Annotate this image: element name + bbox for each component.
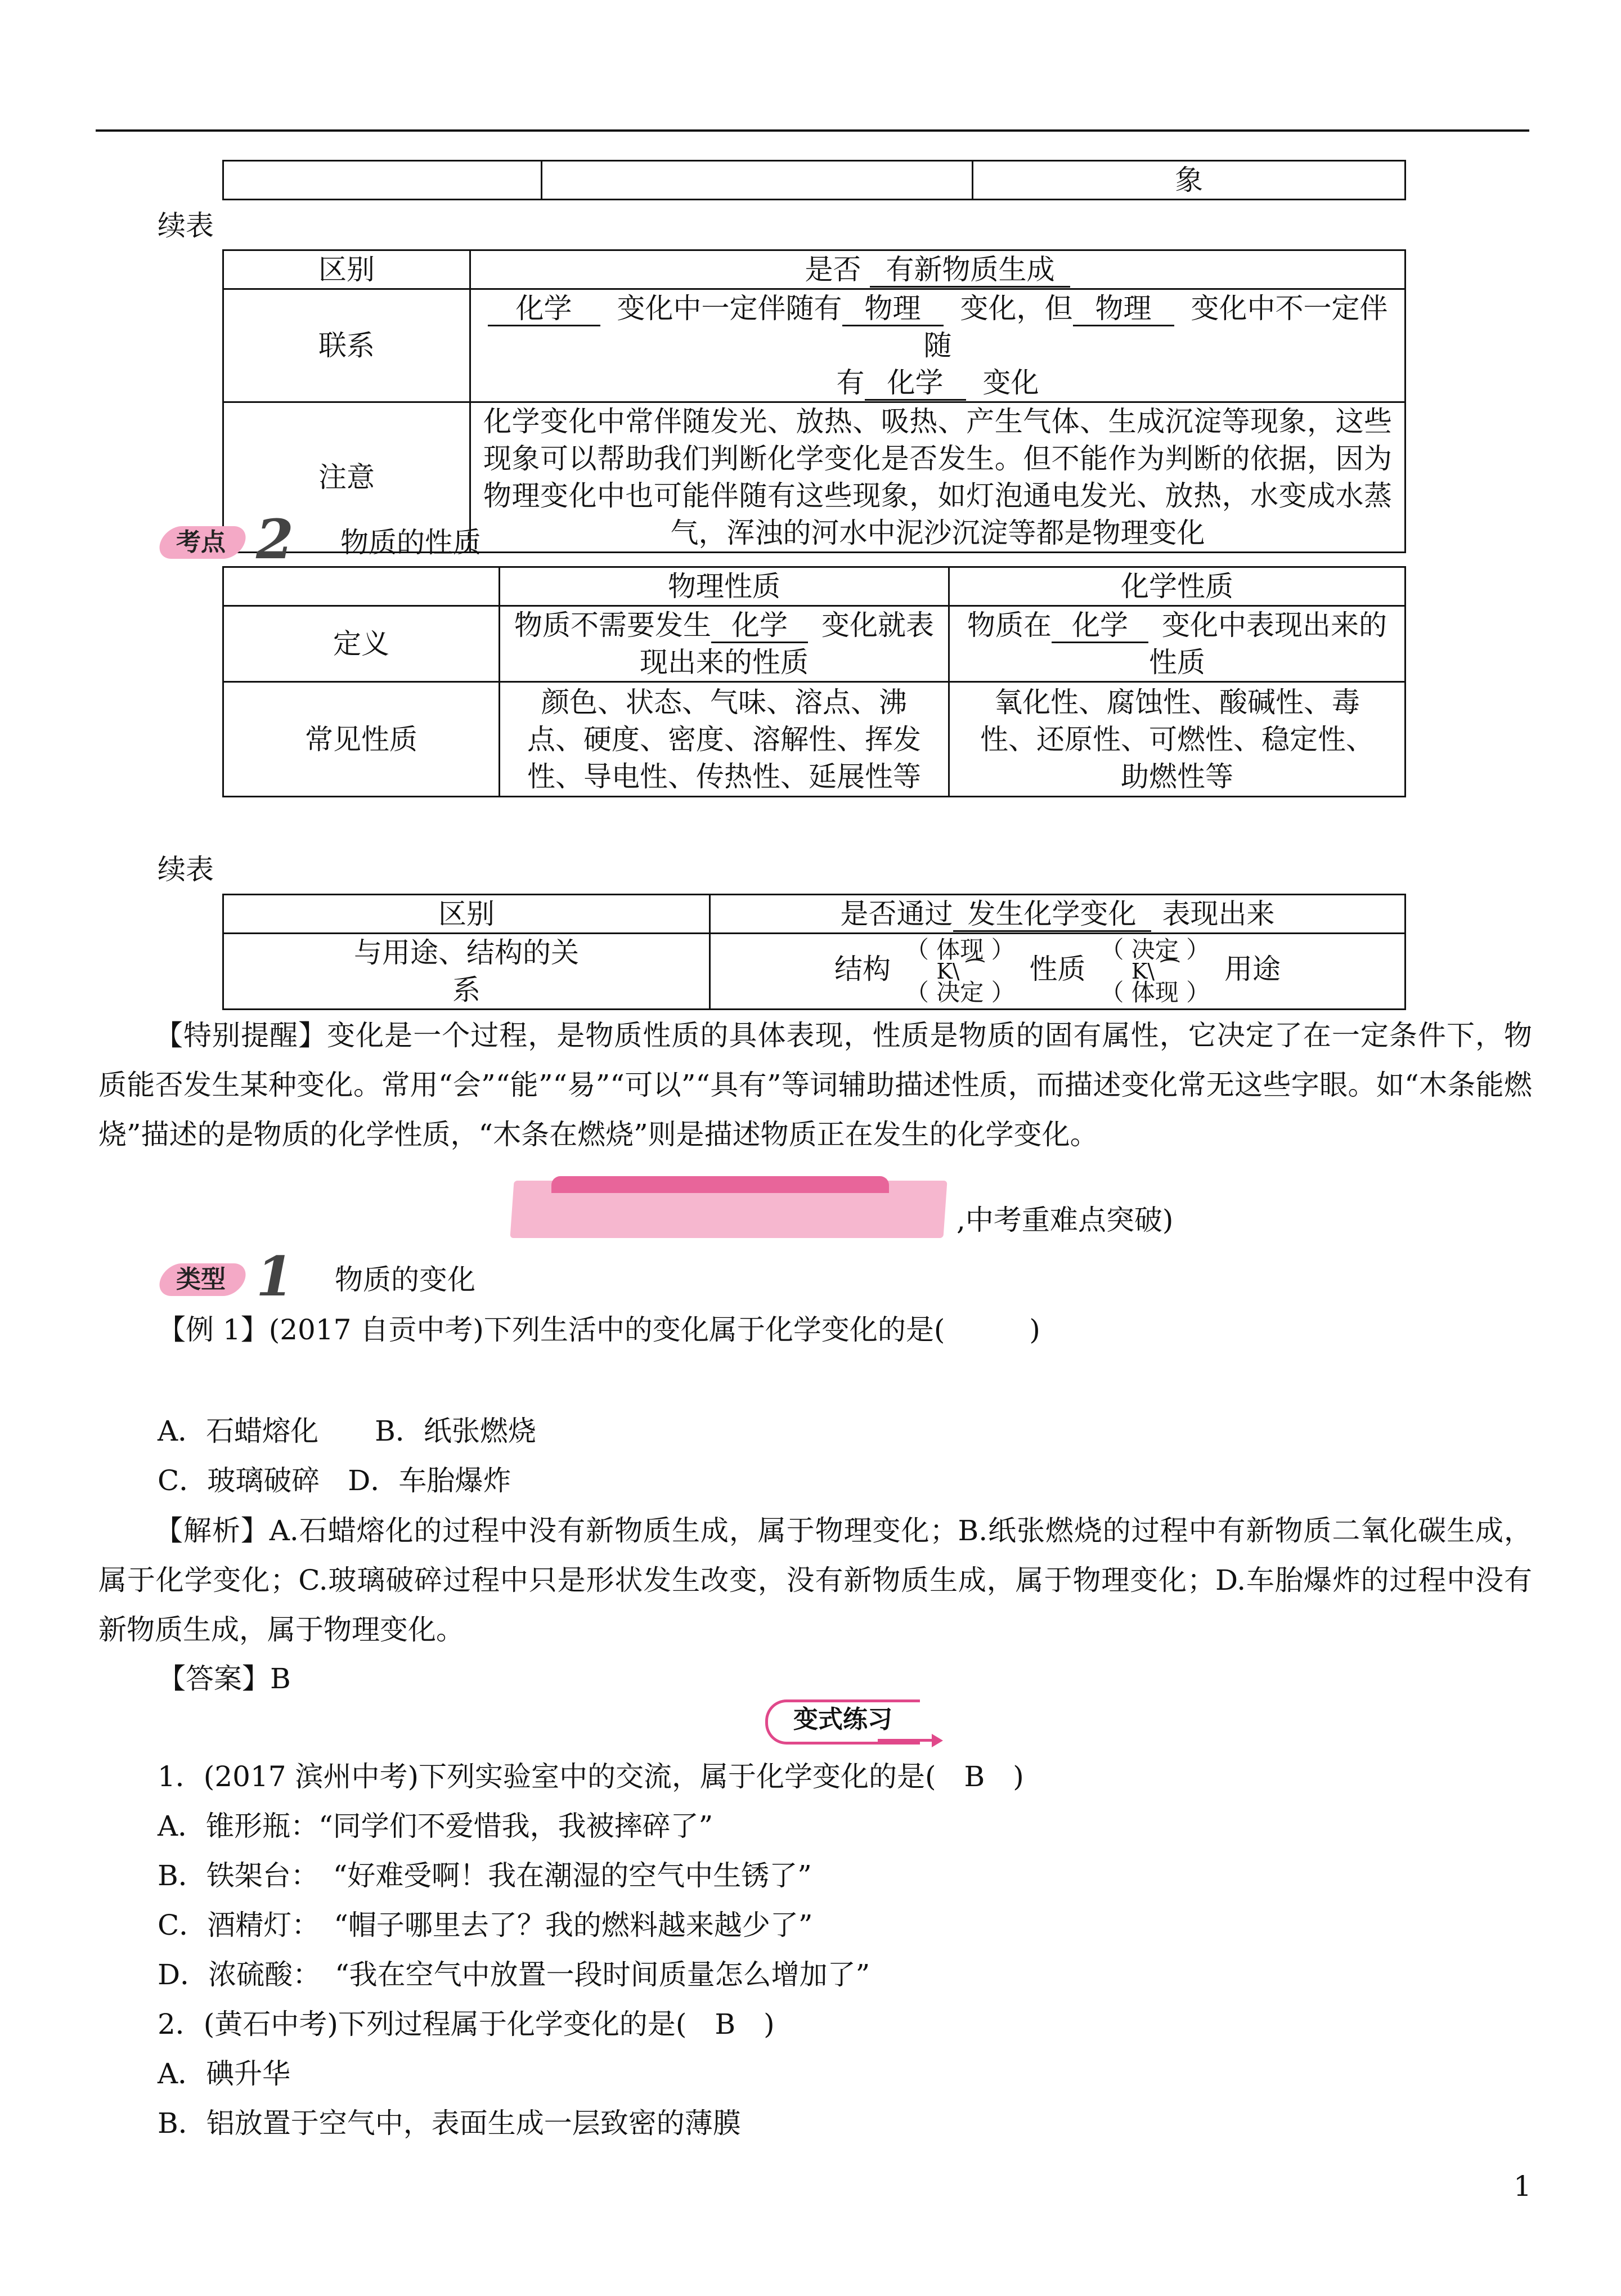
row-def-chemical: 物质在 化学 变化中表现出来的性质	[949, 606, 1406, 682]
row-distinction-content: 是否 有新物质生成	[470, 250, 1406, 289]
q1-option-c: C．酒精灯： “帽子哪里去了？我的燃料越来越少了”	[158, 1909, 813, 1941]
relation-arrows-1: （ 体现 ） K\ ⁀ （ 决定 ）	[905, 936, 1015, 1006]
row-common-label: 常见性质	[223, 682, 500, 797]
example1-question: 【例 1】(2017 自贡中考)下列生活中的变化属于化学变化的是( )	[158, 1313, 1040, 1346]
example1-analysis: 【解析】A.石蜡熔化的过程中没有新物质生成，属于物理变化；B.纸张燃烧的过程中有新物质二氧化碳生成，属于化学变化；C.玻璃破碎过程中只是形状发生改变，没有新物质生成，属于物理变化；D.车胎爆炸的过程中没有新物质生成，属于物理变化。	[98, 1514, 1532, 1646]
table1-caption: 续表	[158, 209, 214, 242]
row3-relation-label: 与用途、结构的关系	[223, 934, 710, 1010]
page-number: 1	[1514, 2170, 1532, 2203]
top-table-cell: 象	[973, 161, 1406, 200]
header-rule	[96, 129, 1529, 132]
relation-arrows-2: （ 决定 ） K\ ⁀ （ 体现 ）	[1100, 936, 1210, 1006]
q2-option-a: A．碘升华	[158, 2057, 291, 2090]
row-note-content: 化学变化中常伴随发光、放热、吸热、产生气体、生成沉淀等现象，这些现象可以帮助我们判断化学变化是否发生。但不能作为判断的依据，因为物理变化中也可能伴随有这些现象，如灯泡通电发光、放热，水变成水蒸气，浑浊的河水中泥沙沉淀等都是物理变化	[470, 402, 1406, 553]
row3-distinction-content: 是否通过 发生化学变化 表现出来	[710, 895, 1406, 934]
change-table-continued	[222, 249, 1406, 553]
badge-label: 考点	[176, 528, 226, 557]
property-table	[222, 566, 1406, 797]
q1-stem: 1．(2017 滨州中考)下列实验室中的交流，属于化学变化的是( B )	[158, 1760, 1024, 1793]
row-def-physical: 物质不需要发生 化学 变化就表现出来的性质	[500, 606, 949, 682]
q2-stem: 2．(黄石中考)下列过程属于化学变化的是( B )	[158, 2008, 775, 2041]
row-note-label: 注意	[223, 402, 470, 553]
row-common-physical: 颜色、状态、气味、溶点、沸点、硬度、密度、溶解性、挥发性、导电性、传热性、延展性等	[500, 682, 949, 797]
table3-caption: 续表	[158, 853, 214, 886]
type-title: 物质的变化	[335, 1263, 475, 1296]
head-chemical: 化学性质	[949, 567, 1406, 606]
badge-number: 1	[256, 1245, 294, 1308]
banner-title: ,中考重难点突破)	[957, 1204, 1174, 1236]
property-table-continued	[222, 894, 1406, 1010]
example1-options-1: A．石蜡熔化 B．纸张燃烧	[158, 1415, 536, 1447]
practice-label: 变式练习	[765, 1699, 940, 1745]
special-tip: 【特别提醒】变化是一个过程，是物质性质的具体表现，性质是物质的固有属性，它决定了在一定条件下，物质能否发生某种变化。常用“会”“能”“易”“可以”“具有”等词辅助描述性质，而描述变化常无这些字眼。如“木条能燃烧”描述的是物质的化学性质，“木条在燃烧”则是描述物质正在发生的化学变化。	[98, 1019, 1532, 1151]
q1-option-b: B．铁架台： “好难受啊！我在潮湿的空气中生锈了”	[158, 1859, 812, 1892]
badge-number: 2	[256, 508, 294, 571]
row3-relation-content: 结构 （ 体现 ） K\ ⁀ （ 决定 ） 性质 （ 决定 ） K\ ⁀ （ 体现 ） 用途	[710, 934, 1406, 1010]
row-common-chemical: 氧化性、腐蚀性、酸碱性、毒性、还原性、可燃性、稳定性、助燃性等	[949, 682, 1406, 797]
q1-option-a: A．锥形瓶：“同学们不爱惜我，我被摔碎了”	[158, 1810, 713, 1842]
blank-new-substance: 有新物质生成	[870, 253, 1070, 288]
row-relation-content: 化学 变化中一定伴随有 物理 变化，但 物理 变化中不一定伴随 有 化学 变化	[470, 289, 1406, 402]
row3-distinction-label: 区别	[223, 895, 710, 934]
row-relation-label: 联系	[223, 289, 470, 402]
row-def-label: 定义	[223, 606, 500, 682]
section-banner	[512, 1176, 945, 1238]
head-physical: 物理性质	[500, 567, 949, 606]
top-table-fragment	[222, 160, 1406, 200]
example1-answer: 【答案】B	[158, 1662, 291, 1695]
badge-label: 类型	[176, 1265, 226, 1294]
row-distinction-label: 区别	[223, 250, 470, 289]
q1-option-d: D．浓硫酸： “我在空气中放置一段时间质量怎么增加了”	[158, 1958, 870, 1991]
section-title: 物质的性质	[340, 526, 481, 559]
example1-options-2: C．玻璃破碎 D．车胎爆炸	[158, 1464, 511, 1497]
q2-option-b: B．铝放置于空气中，表面生成一层致密的薄膜	[158, 2107, 741, 2140]
